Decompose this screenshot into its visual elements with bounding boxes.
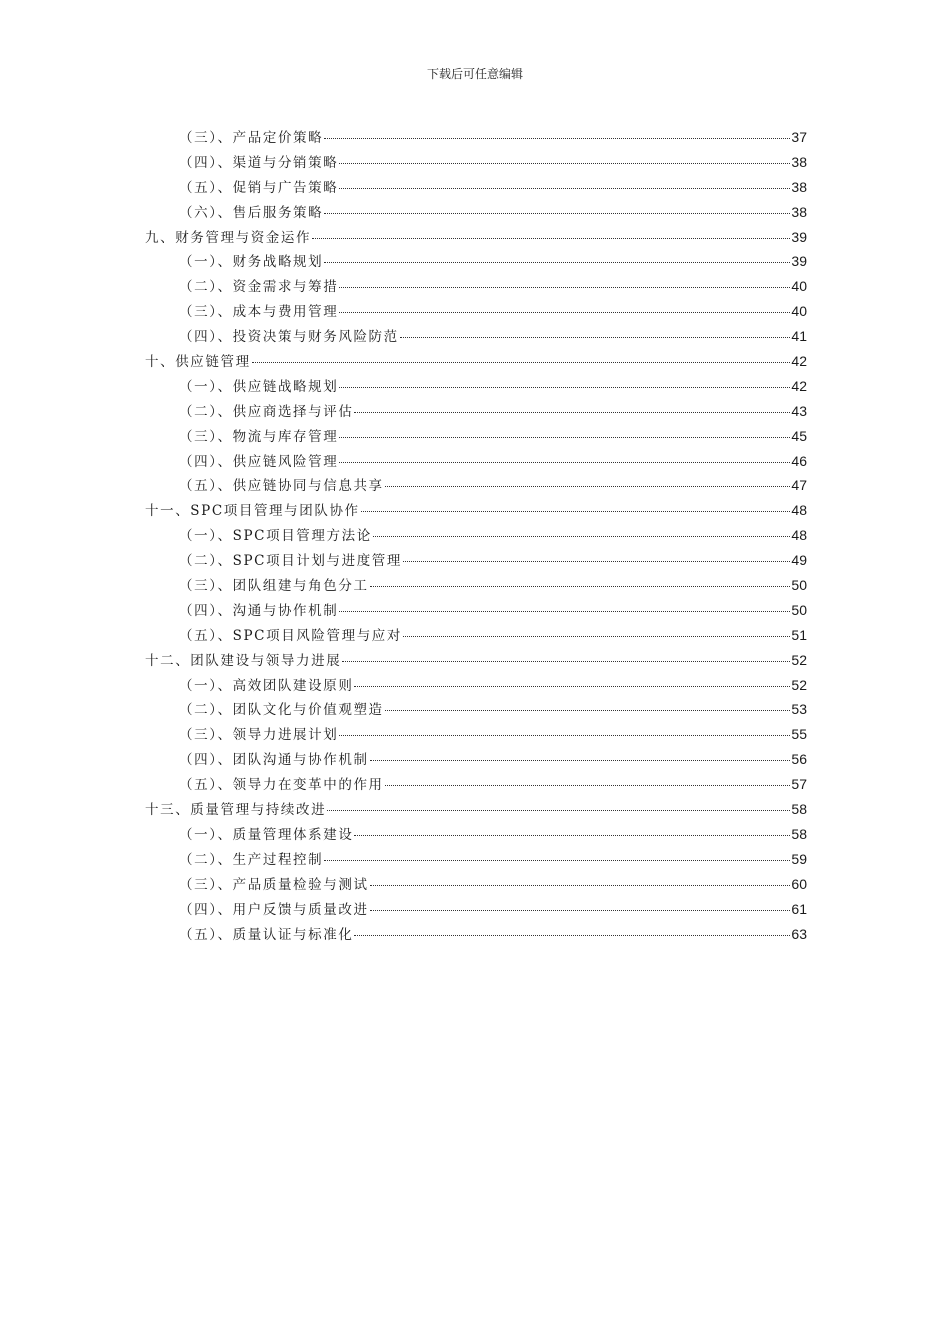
toc-page-number: 37 — [791, 129, 807, 145]
toc-entry-title: （五）、领导力在变革中的作用 — [179, 777, 384, 794]
toc-page-number: 47 — [791, 477, 807, 494]
toc-section-entry[interactable] — [145, 200, 807, 225]
toc-page-number: 39 — [791, 253, 807, 270]
toc-page-number: 49 — [791, 552, 807, 569]
toc-page-number: 50 — [791, 577, 807, 594]
toc-entry-title: （二）、供应商选择与评估 — [179, 403, 354, 420]
toc-dot-leader — [385, 486, 791, 487]
toc-dot-leader — [370, 910, 791, 911]
toc-page-number: 56 — [791, 751, 807, 768]
toc-entry-title: （二）、SPC项目计划与进度管理 — [179, 553, 403, 570]
toc-dot-leader — [370, 760, 791, 761]
toc-entry-title: （五）、促销与广告策略 — [179, 179, 339, 196]
toc-section-entry[interactable] — [145, 449, 807, 474]
toc-page-number: 51 — [791, 626, 807, 643]
toc-dot-leader — [385, 710, 791, 711]
toc-page-number: 59 — [791, 850, 807, 867]
toc-dot-leader — [339, 387, 790, 388]
toc-entry-title: 九、财务管理与资金运作 — [145, 229, 312, 246]
toc-section-entry[interactable] — [145, 274, 807, 299]
toc-chapter-entry[interactable] — [145, 498, 807, 523]
toc-section-entry[interactable] — [145, 299, 807, 324]
toc-section-entry[interactable] — [145, 473, 807, 498]
toc-page-number: 43 — [791, 402, 807, 419]
toc-page-number: 45 — [791, 427, 807, 444]
toc-page-number: 60 — [791, 875, 807, 892]
toc-dot-leader — [403, 561, 790, 562]
toc-dot-leader — [339, 735, 790, 736]
table-of-contents — [145, 125, 807, 946]
toc-page-number: 40 — [791, 303, 807, 320]
toc-dot-leader — [324, 860, 790, 861]
toc-entry-title: （三）、物流与库存管理 — [179, 428, 339, 445]
toc-page-number: 52 — [791, 651, 807, 668]
toc-section-entry[interactable] — [145, 573, 807, 598]
toc-entry-title: （三）、产品质量检验与测试 — [179, 876, 369, 893]
toc-dot-leader — [339, 163, 790, 164]
toc-page-number: 61 — [791, 900, 807, 917]
toc-entry-title: （五）、SPC项目风险管理与应对 — [179, 627, 403, 644]
toc-page-number: 52 — [791, 676, 807, 693]
toc-entry-title: （三）、领导力进展计划 — [179, 727, 339, 744]
toc-dot-leader — [339, 188, 790, 189]
toc-chapter-entry[interactable] — [145, 797, 807, 822]
toc-dot-leader — [354, 412, 790, 413]
toc-section-entry[interactable] — [145, 150, 807, 175]
toc-page-number: 38 — [791, 178, 807, 195]
toc-entry-title: （六）、售后服务策略 — [179, 204, 324, 221]
toc-dot-leader — [339, 611, 790, 612]
toc-entry-title: （四）、用户反馈与质量改进 — [179, 901, 369, 918]
toc-dot-leader — [339, 312, 790, 313]
toc-section-entry[interactable] — [145, 847, 807, 872]
toc-page-number: 38 — [791, 203, 807, 220]
toc-page-number: 58 — [791, 825, 807, 842]
toc-dot-leader — [373, 536, 791, 537]
toc-entry-title: （一）、质量管理体系建设 — [179, 826, 354, 843]
toc-section-entry[interactable] — [145, 424, 807, 449]
toc-section-entry[interactable] — [145, 548, 807, 573]
toc-section-entry[interactable] — [145, 523, 807, 548]
toc-page-number: 42 — [791, 377, 807, 394]
toc-entry-title: 十、供应链管理 — [145, 354, 251, 371]
toc-entry-title: （三）、团队组建与角色分工 — [179, 578, 369, 595]
toc-entry-title: （四）、供应链风险管理 — [179, 453, 339, 470]
toc-entry-title: 十三、质量管理与持续改进 — [145, 802, 327, 819]
toc-entry-title: （四）、渠道与分销策略 — [179, 154, 339, 171]
toc-section-entry[interactable] — [145, 922, 807, 947]
toc-entry-title: （一）、财务战略规划 — [179, 254, 324, 271]
toc-dot-leader — [385, 785, 791, 786]
toc-section-entry[interactable] — [145, 175, 807, 200]
toc-dot-leader — [361, 511, 791, 512]
toc-section-entry[interactable] — [145, 872, 807, 897]
toc-entry-title: （四）、沟通与协作机制 — [179, 602, 339, 619]
toc-entry-title: 十一、SPC项目管理与团队协作 — [145, 503, 360, 520]
toc-dot-leader — [342, 661, 790, 662]
toc-page-number: 57 — [791, 776, 807, 793]
toc-dot-leader — [324, 213, 790, 214]
toc-page-number: 39 — [791, 228, 807, 245]
toc-entry-title: （一）、SPC项目管理方法论 — [179, 528, 372, 545]
toc-dot-leader — [312, 238, 790, 239]
toc-dot-leader — [327, 810, 790, 811]
toc-chapter-entry[interactable] — [145, 225, 807, 250]
toc-page-number: 40 — [791, 278, 807, 295]
toc-section-entry[interactable] — [145, 374, 807, 399]
toc-page-number: 58 — [791, 801, 807, 818]
toc-section-entry[interactable] — [145, 623, 807, 648]
toc-dot-leader — [354, 686, 790, 687]
toc-page-number: 38 — [791, 153, 807, 170]
toc-dot-leader — [339, 437, 790, 438]
toc-page-number: 50 — [791, 601, 807, 618]
toc-page-number: 48 — [791, 527, 807, 544]
toc-entry-title: （二）、生产过程控制 — [179, 851, 324, 868]
toc-entry-title: 十二、团队建设与领导力进展 — [145, 652, 342, 669]
toc-dot-leader — [370, 586, 791, 587]
toc-section-entry[interactable] — [145, 598, 807, 623]
toc-section-entry[interactable] — [145, 673, 807, 698]
toc-section-entry[interactable] — [145, 249, 807, 274]
toc-page-number: 41 — [791, 328, 807, 345]
toc-entry-title: （一）、供应链战略规划 — [179, 378, 339, 395]
toc-dot-leader — [354, 935, 790, 936]
toc-section-entry[interactable] — [145, 822, 807, 847]
toc-dot-leader — [339, 287, 790, 288]
toc-section-entry[interactable] — [145, 125, 807, 150]
toc-section-entry[interactable] — [145, 324, 807, 349]
toc-dot-leader — [324, 138, 790, 139]
toc-section-entry[interactable] — [145, 697, 807, 722]
toc-entry-title: （四）、团队沟通与协作机制 — [179, 752, 369, 769]
toc-section-entry[interactable] — [145, 772, 807, 797]
toc-page-number: 53 — [791, 701, 807, 718]
toc-dot-leader — [339, 462, 790, 463]
toc-section-entry[interactable] — [145, 399, 807, 424]
toc-entry-title: （五）、供应链协同与信息共享 — [179, 478, 384, 495]
page-header: 下载后可任意编辑 — [426, 67, 523, 81]
toc-section-entry[interactable] — [145, 722, 807, 747]
toc-entry-title: （二）、团队文化与价值观塑造 — [179, 702, 384, 719]
toc-entry-title: （一）、高效团队建设原则 — [179, 677, 354, 694]
toc-page-number: 48 — [791, 502, 807, 519]
toc-section-entry[interactable] — [145, 747, 807, 772]
toc-dot-leader — [354, 835, 790, 836]
toc-entry-title: （五）、质量认证与标准化 — [179, 926, 354, 943]
toc-entry-title: （四）、投资决策与财务风险防范 — [179, 329, 399, 346]
toc-page-number: 55 — [791, 726, 807, 743]
toc-page-number: 46 — [791, 452, 807, 469]
toc-page-number: 42 — [791, 353, 807, 370]
toc-entry-title: （三）、产品定价策略 — [179, 130, 324, 146]
toc-dot-leader — [324, 262, 790, 263]
toc-dot-leader — [252, 362, 791, 363]
toc-dot-leader — [403, 636, 790, 637]
toc-dot-leader — [370, 885, 791, 886]
toc-chapter-entry[interactable] — [145, 648, 807, 673]
toc-section-entry[interactable] — [145, 897, 807, 922]
toc-entry-title: （三）、成本与费用管理 — [179, 304, 339, 321]
toc-chapter-entry[interactable] — [145, 349, 807, 374]
toc-entry-title: （二）、资金需求与筹措 — [179, 279, 339, 296]
toc-dot-leader — [400, 337, 791, 338]
toc-page-number: 63 — [791, 925, 807, 942]
